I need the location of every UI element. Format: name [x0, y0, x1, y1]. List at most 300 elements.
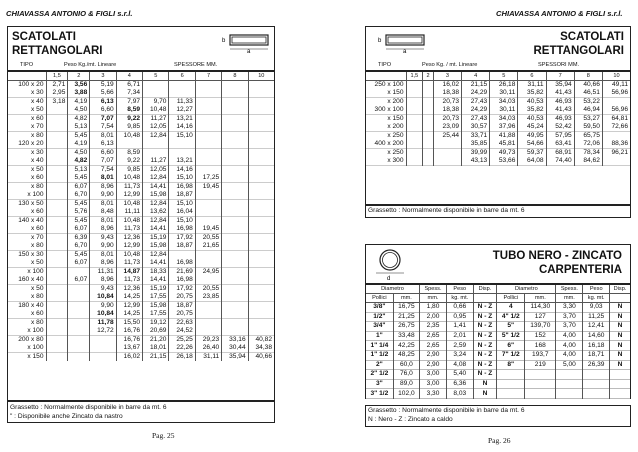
weight-cell [68, 327, 90, 336]
table-row [8, 81, 274, 90]
weight-cell: 11,73 [116, 225, 142, 234]
tube-cell: N [473, 379, 497, 389]
weight-cell: 9,90 [90, 242, 116, 251]
weight-cell [222, 276, 248, 285]
tube-cell [556, 389, 583, 399]
weight-cell [248, 268, 274, 277]
tube-cell [609, 379, 630, 389]
left-table [8, 72, 274, 361]
weight-cell: 12,84 [143, 217, 169, 226]
weight-cell [222, 268, 248, 277]
weight-cell: 15,50 [116, 319, 142, 328]
weight-cell [143, 89, 169, 98]
tube-cell: N [617, 322, 623, 330]
weight-cell [602, 132, 630, 141]
weight-cell: 6,71 [116, 81, 142, 90]
tube-subheader-cell: Pollici [497, 294, 525, 303]
table-row [8, 166, 274, 175]
weight-cell [433, 157, 461, 166]
tube-cell: 5,00 [556, 360, 583, 370]
tube-cell [525, 370, 556, 380]
tube-cell: 2,65 [419, 331, 446, 341]
table-row [366, 106, 630, 115]
tube-cell: 168 [525, 341, 556, 351]
weight-cell [248, 259, 274, 268]
weight-cell: 10,84 [90, 293, 116, 302]
row-type-cell: x 100 [8, 344, 46, 353]
weight-cell: 21,69 [169, 268, 195, 277]
weight-cell [46, 336, 68, 345]
row-type-cell: x 150 [8, 353, 46, 362]
right-col-tipo: TIPO [378, 62, 392, 68]
table-row [8, 242, 274, 251]
weight-cell [423, 81, 434, 90]
row-type-cell: x 70 [8, 234, 46, 243]
weight-cell [195, 302, 221, 311]
tube-row [366, 350, 630, 360]
tube-cell: N [617, 332, 623, 340]
tube-cell: 0,95 [447, 312, 474, 322]
row-type-cell: x 40 [8, 98, 46, 107]
weight-cell: 18,01 [143, 344, 169, 353]
weight-cell: 12,36 [116, 285, 142, 294]
weight-cell: 12,72 [90, 327, 116, 336]
weight-cell: 19,12 [143, 319, 169, 328]
weight-cell: 40,53 [518, 98, 546, 107]
weight-cell [248, 234, 274, 243]
tube-subheader-cell: mm. [393, 294, 419, 303]
tube-cell: 1/2" [366, 312, 393, 322]
table-row [366, 140, 630, 149]
row-type-cell: x 60 [8, 225, 46, 234]
right-title-2: RETTANGOLARI [533, 45, 624, 57]
weight-cell [46, 344, 68, 353]
tube-header-cell: Peso [583, 285, 610, 294]
rectangular-profile-diagram-right [372, 31, 428, 53]
weight-cell [143, 81, 169, 90]
weight-cell [68, 353, 90, 362]
tube-cell: 16,75 [393, 303, 419, 313]
tube-header-cell: Diametro [366, 285, 419, 294]
tube-cell: N - Z [473, 312, 497, 322]
weight-cell [406, 157, 423, 166]
weight-cell: 23,09 [433, 123, 461, 132]
weight-cell: 4,19 [68, 140, 90, 149]
tube-subheader-cell: Pollici [366, 294, 393, 303]
page-number-right: Pag. 26 [488, 436, 511, 445]
weight-cell [222, 234, 248, 243]
weight-cell [68, 302, 90, 311]
tube-cell: 6" [497, 341, 525, 351]
weight-cell [248, 217, 274, 226]
weight-cell [143, 140, 169, 149]
weight-cell [222, 285, 248, 294]
weight-cell [46, 200, 68, 209]
tube-cell: 3/4" [366, 322, 393, 332]
tube-cell: 3" 1/2 [366, 389, 393, 399]
weight-cell: 18,87 [169, 302, 195, 311]
tube-cell: 12,41 [583, 322, 610, 332]
right-col-peso: Peso Kg. / mt. Lineare [422, 62, 478, 68]
tube-row [366, 370, 630, 380]
tube-header-cell: Spess. [556, 285, 583, 294]
weight-cell [46, 268, 68, 277]
weight-cell [46, 293, 68, 302]
weight-cell [248, 123, 274, 132]
weight-cell: 53,66 [490, 157, 518, 166]
tube-section-box [365, 244, 631, 284]
weight-cell [195, 81, 221, 90]
weight-cell: 45,24 [518, 123, 546, 132]
weight-cell [222, 225, 248, 234]
weight-cell: 15,10 [169, 132, 195, 141]
row-type-cell: x 60 [8, 208, 46, 217]
row-type-cell: x 200 [366, 123, 406, 132]
tube-cell: 2,35 [419, 322, 446, 332]
thickness-cell: 7 [546, 72, 574, 81]
weight-cell [222, 149, 248, 158]
tube-cell: 76,0 [393, 370, 419, 380]
thickness-cell: 10 [613, 73, 620, 79]
thickness-cell: 2 [68, 72, 90, 81]
weight-cell: 20,55 [195, 234, 221, 243]
weight-cell: 5,66 [90, 89, 116, 98]
left-title-box [7, 26, 275, 71]
tube-subheader-cell: kg. mt. [583, 294, 610, 303]
table-row [8, 276, 274, 285]
weight-cell [423, 149, 434, 158]
weight-cell [195, 251, 221, 260]
tube-cell: 2" 1/2 [366, 370, 393, 380]
weight-cell [406, 106, 423, 115]
weight-cell: 4,82 [68, 157, 90, 166]
weight-cell: 11,78 [90, 319, 116, 328]
weight-cell [222, 242, 248, 251]
weight-cell [602, 157, 630, 166]
weight-cell [195, 319, 221, 328]
weight-cell: 17,25 [195, 174, 221, 183]
table-row [8, 89, 274, 98]
weight-cell [169, 140, 195, 149]
weight-cell [423, 123, 434, 132]
weight-cell: 6,70 [68, 191, 90, 200]
weight-cell: 13,62 [143, 208, 169, 217]
row-type-cell: x 60 [8, 174, 46, 183]
tube-cell: 0,66 [447, 303, 474, 313]
weight-cell: 68,91 [546, 149, 574, 158]
weight-cell: 14,41 [143, 276, 169, 285]
thickness-cell: 6 [518, 72, 546, 81]
weight-cell: 17,55 [143, 293, 169, 302]
tube-subheader-row [366, 294, 630, 303]
tube-cell: N [617, 341, 623, 349]
row-type-cell: x 250 [366, 149, 406, 158]
weight-cell: 56,96 [611, 106, 628, 113]
row-type-cell: 200 x 80 [8, 336, 46, 345]
weight-cell [169, 81, 195, 90]
weight-cell: 52,42 [546, 123, 574, 132]
tube-subheader-cell [609, 294, 630, 303]
weight-cell [222, 166, 248, 175]
weight-cell [222, 302, 248, 311]
table-row [8, 183, 274, 192]
thickness-cell: 3 [433, 72, 461, 81]
weight-cell: 11,27 [143, 115, 169, 124]
weight-cell: 5,45 [68, 200, 90, 209]
weight-cell: 6,13 [90, 140, 116, 149]
weight-cell [68, 344, 90, 353]
table-row [366, 115, 630, 124]
weight-cell: 6,70 [68, 242, 90, 251]
thickness-header-row [366, 72, 630, 81]
weight-cell: 21,65 [195, 242, 221, 251]
row-type-cell: x 250 [366, 132, 406, 141]
weight-cell [248, 89, 274, 98]
weight-cell [195, 98, 221, 107]
weight-cell [46, 234, 68, 243]
weight-cell: 59,37 [518, 149, 546, 158]
row-type-cell: x 60 [8, 115, 46, 124]
weight-cell: 8,01 [90, 200, 116, 209]
tube-cell: 7" 1/2 [497, 350, 525, 360]
weight-cell [222, 200, 248, 209]
weight-cell [423, 115, 434, 124]
tube-cell: 3,24 [447, 350, 474, 360]
weight-cell: 24,52 [169, 327, 195, 336]
weight-cell [195, 217, 221, 226]
weight-cell [248, 302, 274, 311]
weight-cell: 14,25 [116, 310, 142, 319]
weight-cell: 35,94 [222, 353, 248, 362]
weight-cell: 12,27 [169, 106, 195, 115]
thickness-cell: 7 [195, 72, 221, 81]
weight-cell [222, 208, 248, 217]
tube-row [366, 341, 630, 351]
tube-header-cell: Disp. [473, 285, 497, 294]
row-type-cell: x 30 [8, 89, 46, 98]
tube-row [366, 322, 630, 332]
weight-cell: 10,48 [116, 132, 142, 141]
weight-cell: 4,50 [68, 149, 90, 158]
tube-cell: N [617, 312, 623, 320]
weight-cell: 63,41 [546, 140, 574, 149]
weight-cell: 20,69 [143, 327, 169, 336]
weight-cell [222, 310, 248, 319]
tube-cell: 1" 1/4 [366, 341, 393, 351]
weight-cell: 16,76 [116, 327, 142, 336]
weight-cell [169, 149, 195, 158]
weight-cell: 64,08 [518, 157, 546, 166]
table-row [366, 81, 630, 90]
tube-cell: N [617, 303, 623, 311]
table-row [8, 123, 274, 132]
tube-cell: 3,00 [419, 370, 446, 380]
weight-cell: 15,10 [169, 174, 195, 183]
weight-cell: 12,84 [143, 200, 169, 209]
weight-cell: 26,18 [169, 353, 195, 362]
weight-cell [423, 89, 434, 98]
weight-cell: 64,81 [611, 115, 628, 122]
tube-cell [525, 379, 556, 389]
tube-cell [497, 370, 525, 380]
left-note-1: Grassetto : Normalmente disponibile in barre da mt. 6 [10, 404, 167, 411]
thickness-header-row [8, 72, 274, 81]
weight-cell [46, 225, 68, 234]
tube-cell [556, 379, 583, 389]
weight-cell: 11,33 [169, 98, 195, 107]
weight-cell: 7,07 [90, 115, 116, 124]
tube-cell: 139,70 [525, 322, 556, 332]
weight-cell: 56,96 [611, 89, 628, 96]
weight-cell [248, 310, 274, 319]
table-row [8, 191, 274, 200]
weight-cell: 8,01 [90, 217, 116, 226]
table-row [8, 302, 274, 311]
table-row [8, 200, 274, 209]
row-type-cell: x 80 [8, 319, 46, 328]
tube-cell: N [617, 360, 623, 368]
row-type-cell: 180 x 40 [8, 302, 46, 311]
weight-cell: 14,41 [143, 183, 169, 192]
weight-cell: 37,96 [490, 123, 518, 132]
weight-cell [406, 81, 423, 90]
weight-cell: 34,03 [490, 98, 518, 107]
table-row [8, 268, 274, 277]
tube-diagram [372, 247, 412, 281]
weight-cell: 21,20 [143, 336, 169, 345]
tube-cell: 114,30 [525, 303, 556, 313]
weight-cell: 6,07 [68, 183, 90, 192]
tube-row [366, 312, 630, 322]
weight-cell [222, 183, 248, 192]
weight-cell: 15,10 [169, 200, 195, 209]
tube-cell: 2,65 [419, 341, 446, 351]
weight-cell: 8,01 [90, 174, 116, 183]
weight-cell: 34,03 [490, 115, 518, 124]
tube-cell: 9,03 [583, 303, 610, 313]
weight-cell [222, 259, 248, 268]
tube-cell [583, 379, 610, 389]
table-row [8, 344, 274, 353]
weight-cell [602, 98, 630, 107]
row-type-cell: 400 x 200 [366, 140, 406, 149]
row-type-cell: 140 x 40 [8, 217, 46, 226]
weight-cell: 9,43 [90, 234, 116, 243]
weight-cell: 12,99 [116, 302, 142, 311]
weight-cell: 11,73 [116, 259, 142, 268]
weight-cell [68, 285, 90, 294]
weight-cell: 20,75 [169, 310, 195, 319]
row-type-cell: x 100 [8, 268, 46, 277]
weight-cell: 8,59 [116, 149, 142, 158]
weight-cell [433, 149, 461, 158]
table-row [8, 157, 274, 166]
tube-cell: 3,00 [419, 379, 446, 389]
weight-cell [46, 157, 68, 166]
weight-cell: 96,21 [611, 149, 628, 156]
weight-cell: 21,15 [143, 353, 169, 362]
table-row [8, 208, 274, 217]
table-row [8, 106, 274, 115]
weight-cell [406, 132, 423, 141]
table-row [8, 353, 274, 362]
weight-cell [406, 89, 423, 98]
weight-cell [423, 98, 434, 107]
weight-cell: 13,21 [169, 157, 195, 166]
page-number-left: Pag. 25 [152, 431, 175, 440]
table-row [366, 157, 630, 166]
tube-cell: 4,08 [447, 360, 474, 370]
weight-cell: 8,96 [90, 276, 116, 285]
tube-cell: 8,03 [447, 389, 474, 399]
weight-cell [248, 327, 274, 336]
weight-cell: 8,59 [116, 106, 142, 115]
tube-cell: 18,71 [583, 350, 610, 360]
weight-cell: 5,19 [90, 81, 116, 90]
weight-cell: 49,73 [490, 149, 518, 158]
tube-cell: 4,00 [556, 341, 583, 351]
left-table-box [7, 71, 275, 401]
tube-row [366, 360, 630, 370]
weight-cell: 40,66 [255, 353, 272, 360]
tube-cell: 2,90 [419, 350, 446, 360]
weight-cell: 16,76 [116, 336, 142, 345]
weight-cell: 3,56 [68, 81, 90, 90]
left-col-spessore: SPESSORE MM. [174, 62, 218, 68]
weight-cell [222, 140, 248, 149]
weight-cell [222, 89, 248, 98]
weight-cell [143, 149, 169, 158]
weight-cell [46, 302, 68, 311]
tube-cell: N - Z [473, 303, 497, 313]
tipo-header-cell [8, 72, 46, 81]
weight-cell: 15,98 [143, 302, 169, 311]
tube-note-2: N : Nero - Z : Zincato a caldo [368, 416, 453, 423]
tube-cell: 1,41 [447, 322, 474, 332]
table-row [366, 132, 630, 141]
weight-cell: 7,54 [90, 166, 116, 175]
weight-cell: 53,22 [574, 98, 602, 107]
weight-cell: 5,13 [68, 123, 90, 132]
weight-cell [46, 327, 68, 336]
weight-cell: 65,75 [574, 132, 602, 141]
weight-cell: 53,27 [574, 115, 602, 124]
weight-cell [195, 132, 221, 141]
header-right: CHIAVASSA ANTONIO & FIGLI s.r.l. [496, 9, 623, 18]
weight-cell [406, 149, 423, 158]
weight-cell: 18,33 [143, 268, 169, 277]
weight-cell [248, 106, 274, 115]
weight-cell [248, 149, 274, 158]
weight-cell: 46,94 [574, 106, 602, 115]
weight-cell [46, 191, 68, 200]
weight-cell [90, 336, 116, 345]
weight-cell [195, 208, 221, 217]
weight-cell: 35,82 [518, 89, 546, 98]
weight-cell: 16,02 [116, 353, 142, 362]
thickness-cell: 6 [169, 72, 195, 81]
weight-cell: 14,25 [116, 293, 142, 302]
weight-cell: 15,19 [143, 234, 169, 243]
weight-cell: 3,18 [46, 98, 68, 107]
tube-cell: N - Z [473, 350, 497, 360]
weight-cell: 2,71 [46, 81, 68, 90]
tube-cell: 127 [525, 312, 556, 322]
weight-cell: 17,92 [169, 234, 195, 243]
weight-cell: 18,38 [433, 106, 461, 115]
thickness-cell: 4 [462, 72, 490, 81]
weight-cell [195, 276, 221, 285]
